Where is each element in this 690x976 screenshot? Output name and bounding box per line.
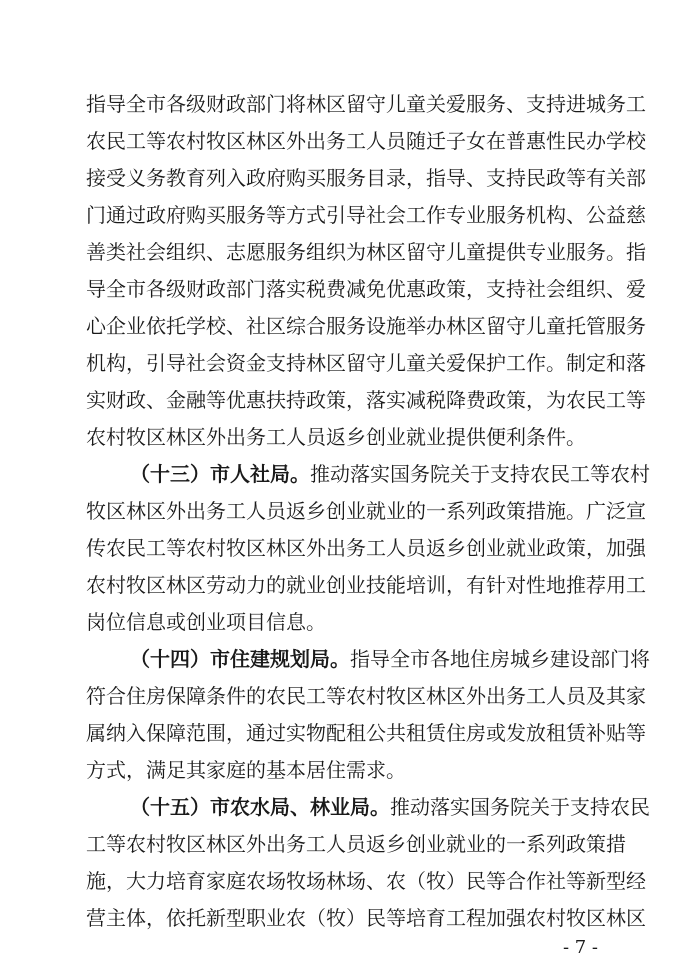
section-first-line bbox=[130, 456, 650, 492]
text-line: 农民工等农村牧区林区外出务工人员随迁子女在普惠性民办学校 bbox=[86, 129, 646, 153]
text-line: 符合住房保障条件的农民工等农村牧区林区外出务工人员及其家 bbox=[86, 684, 646, 708]
text-line: 指导全市各级财政部门将林区留守儿童关爱服务、支持进城务工 bbox=[86, 92, 646, 116]
section-text: 推动落实国务院关于支持农民 bbox=[390, 795, 650, 819]
text-line: 方式，满足其家庭的基本居住需求。 bbox=[86, 758, 406, 782]
section-first-line bbox=[130, 641, 650, 677]
text-line: 机构，引导社会资金支持林区留守儿童关爱保护工作。制定和落 bbox=[86, 351, 646, 375]
text-line: 接受义务教育列入政府购买服务目录，指导、支持民政等有关部 bbox=[86, 166, 646, 190]
text-line: 营主体，依托新型职业农（牧）民等培育工程加强农村牧区林区 bbox=[86, 906, 646, 930]
text-line: 善类社会组织、志愿服务组织为林区留守儿童提供专业服务。指 bbox=[86, 240, 646, 264]
section-heading: （十五）市农水局、林业局。 bbox=[130, 795, 390, 819]
text-line: 牧区林区外出务工人员返乡创业就业的一系列政策措施。广泛宣 bbox=[86, 499, 646, 523]
text-line: 岗位信息或创业项目信息。 bbox=[86, 610, 326, 634]
page-number: - 7 - bbox=[562, 937, 598, 958]
text-line: 实财政、金融等优惠扶持政策，落实减税降费政策，为农民工等 bbox=[86, 388, 646, 412]
section-heading: （十三）市人社局。 bbox=[130, 462, 310, 486]
text-line: 农村牧区林区外出务工人员返乡创业就业提供便利条件。 bbox=[86, 425, 586, 449]
section-heading: （十四）市住建规划局。 bbox=[130, 647, 350, 671]
text-line: 传农民工等农村牧区林区外出务工人员返乡创业就业政策，加强 bbox=[86, 536, 646, 560]
text-line: 心企业依托学校、社区综合服务设施举办林区留守儿童托管服务 bbox=[86, 314, 646, 338]
text-line: 门通过政府购买服务等方式引导社会工作专业服务机构、公益慈 bbox=[86, 203, 646, 227]
section-first-line bbox=[130, 789, 650, 825]
text-line: 属纳入保障范围，通过实物配租公共租赁住房或发放租赁补贴等 bbox=[86, 721, 646, 745]
section-text: 指导全市各地住房城乡建设部门将 bbox=[350, 647, 650, 671]
section-text: 推动落实国务院关于支持农民工等农村 bbox=[310, 462, 650, 486]
text-line: 农村牧区林区劳动力的就业创业技能培训，有针对性地推荐用工 bbox=[86, 573, 646, 597]
text-line: 导全市各级财政部门落实税费减免优惠政策，支持社会组织、爱 bbox=[86, 277, 646, 301]
text-line: 工等农村牧区林区外出务工人员返乡创业就业的一系列政策措 bbox=[86, 832, 626, 856]
text-line: 施，大力培育家庭农场牧场林场、农（牧）民等合作社等新型经 bbox=[86, 869, 646, 893]
